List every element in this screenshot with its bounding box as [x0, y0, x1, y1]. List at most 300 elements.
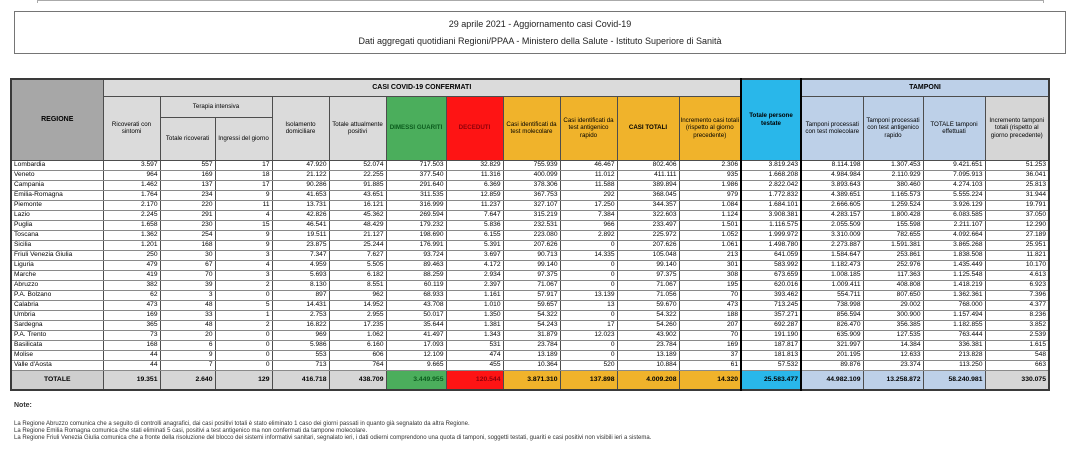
value-cell: 2.753 — [272, 310, 329, 320]
value-cell: 11.012 — [560, 170, 617, 180]
value-cell: 291 — [160, 210, 215, 220]
value-cell: 479 — [103, 260, 160, 270]
totals-value-cell: 44.982.109 — [801, 370, 863, 390]
totals-value-cell: 19.351 — [103, 370, 160, 390]
value-cell: 0 — [560, 310, 617, 320]
value-cell: 252.976 — [863, 260, 923, 270]
value-cell: 54.322 — [617, 310, 679, 320]
value-cell: 5.391 — [446, 240, 503, 250]
value-cell: 5.555.224 — [923, 190, 985, 200]
value-cell: 37.050 — [985, 210, 1049, 220]
value-cell: 207.626 — [617, 240, 679, 250]
table-row — [11, 240, 1049, 250]
value-cell: 32.829 — [446, 160, 503, 170]
value-cell: 225.972 — [617, 230, 679, 240]
value-cell: 1.116.575 — [741, 220, 801, 230]
table-row — [11, 270, 1049, 280]
value-cell: 12.023 — [560, 330, 617, 340]
totals-value-cell: 3.871.310 — [503, 370, 560, 390]
value-cell: 3.865.268 — [923, 240, 985, 250]
value-cell: 4.389.651 — [801, 190, 863, 200]
region-name-cell: Veneto — [11, 170, 103, 180]
value-cell: 377.540 — [386, 170, 446, 180]
value-cell: 89.463 — [386, 260, 446, 270]
value-cell: 90.286 — [272, 180, 329, 190]
value-cell: 155.598 — [863, 220, 923, 230]
value-cell: 60.119 — [386, 280, 446, 290]
table-row — [11, 160, 1049, 170]
value-cell: 713.245 — [741, 300, 801, 310]
value-cell: 2.892 — [560, 230, 617, 240]
value-cell: 7.396 — [985, 290, 1049, 300]
value-cell: 99.140 — [503, 260, 560, 270]
value-cell: 176.991 — [386, 240, 446, 250]
value-cell: 12.109 — [386, 350, 446, 360]
value-cell: 36.041 — [985, 170, 1049, 180]
value-cell: 127.535 — [863, 330, 923, 340]
table-row — [11, 220, 1049, 230]
value-cell: 195 — [679, 280, 741, 290]
value-cell: 33 — [160, 310, 215, 320]
totals-label-cell: TOTALE — [11, 370, 103, 390]
value-cell: 21.122 — [272, 170, 329, 180]
value-cell: 201.195 — [801, 350, 863, 360]
value-cell: 191.190 — [741, 330, 801, 340]
table-footer — [11, 370, 1049, 390]
value-cell: 14.431 — [272, 300, 329, 310]
value-cell: 188 — [679, 310, 741, 320]
value-cell: 400.099 — [503, 170, 560, 180]
cropped-box-edge — [37, 0, 1044, 3]
value-cell: 1.157.494 — [923, 310, 985, 320]
value-cell: 755.939 — [503, 160, 560, 170]
table-row — [11, 190, 1049, 200]
value-cell: 14.952 — [329, 300, 386, 310]
value-cell: 1.343 — [446, 330, 503, 340]
value-cell: 71.056 — [617, 290, 679, 300]
value-cell: 57.917 — [503, 290, 560, 300]
value-cell: 73 — [103, 330, 160, 340]
value-cell: 97.375 — [617, 270, 679, 280]
value-cell: 21.127 — [329, 230, 386, 240]
totals-value-cell: 3.449.955 — [386, 370, 446, 390]
value-cell: 25.951 — [985, 240, 1049, 250]
value-cell: 3.893.643 — [801, 180, 863, 190]
table-row — [11, 180, 1049, 190]
value-cell: 1.418.219 — [923, 280, 985, 290]
value-cell: 531 — [446, 340, 503, 350]
column-header-casi-test-molecolare: Casi identificati da test molecolare — [503, 96, 560, 160]
value-cell: 327.107 — [503, 200, 560, 210]
table-row — [11, 290, 1049, 300]
value-cell: 300.900 — [863, 310, 923, 320]
value-cell: 11 — [215, 200, 272, 210]
value-cell: 1.201 — [103, 240, 160, 250]
value-cell: 187.817 — [741, 340, 801, 350]
value-cell: 20 — [160, 330, 215, 340]
value-cell: 979 — [679, 190, 741, 200]
column-header-totale-persone-testate: Totale persone testate — [741, 79, 801, 160]
region-name-cell: Puglia — [11, 220, 103, 230]
value-cell: 692.287 — [741, 320, 801, 330]
value-cell: 46.467 — [560, 160, 617, 170]
value-cell: 1.362 — [103, 230, 160, 240]
value-cell: 3.852 — [985, 320, 1049, 330]
value-cell: 315.219 — [503, 210, 560, 220]
value-cell: 6.160 — [329, 340, 386, 350]
value-cell: 19.511 — [272, 230, 329, 240]
value-cell: 8.236 — [985, 310, 1049, 320]
value-cell: 7.095.913 — [923, 170, 985, 180]
totals-value-cell: 14.320 — [679, 370, 741, 390]
table-body — [11, 160, 1049, 370]
value-cell: 4 — [215, 210, 272, 220]
value-cell: 367.753 — [503, 190, 560, 200]
totals-value-cell: 13.258.872 — [863, 370, 923, 390]
value-cell: 308 — [679, 270, 741, 280]
value-cell: 41.653 — [272, 190, 329, 200]
value-cell: 826.470 — [801, 320, 863, 330]
totals-value-cell: 330.075 — [985, 370, 1049, 390]
region-name-cell: P.A. Bolzano — [11, 290, 103, 300]
value-cell: 13.189 — [503, 350, 560, 360]
value-cell: 9 — [215, 240, 272, 250]
value-cell: 44 — [103, 350, 160, 360]
value-cell: 4.613 — [985, 270, 1049, 280]
value-cell: 15 — [215, 220, 272, 230]
value-cell: 4 — [215, 260, 272, 270]
value-cell: 1 — [215, 310, 272, 320]
column-header-deceduti: DECEDUTI — [446, 96, 503, 160]
table-row — [11, 280, 1049, 290]
value-cell: 3.908.381 — [741, 210, 801, 220]
value-cell: 3.597 — [103, 160, 160, 170]
value-cell: 13.189 — [617, 350, 679, 360]
value-cell: 59.657 — [503, 300, 560, 310]
column-header-totale-ricoverati: Totale ricoverati — [160, 117, 215, 160]
value-cell: 99.140 — [617, 260, 679, 270]
value-cell: 1.462 — [103, 180, 160, 190]
value-cell: 207 — [679, 320, 741, 330]
group-header-terapia-intensiva: Terapia intensiva — [160, 96, 272, 117]
value-cell: 11.316 — [446, 170, 503, 180]
value-cell: 9.421.651 — [923, 160, 985, 170]
value-cell: 344.357 — [617, 200, 679, 210]
value-cell: 2.170 — [103, 200, 160, 210]
value-cell: 738.998 — [801, 300, 863, 310]
value-cell: 105.048 — [617, 250, 679, 260]
value-cell: 23.784 — [617, 340, 679, 350]
region-name-cell: Emilia-Romagna — [11, 190, 103, 200]
region-name-cell: Calabria — [11, 300, 103, 310]
region-name-cell: Campania — [11, 180, 103, 190]
table-row — [11, 200, 1049, 210]
region-name-cell: P.A. Trento — [11, 330, 103, 340]
value-cell: 1.615 — [985, 340, 1049, 350]
value-cell: 5.836 — [446, 220, 503, 230]
value-cell: 321.997 — [801, 340, 863, 350]
value-cell: 213 — [679, 250, 741, 260]
value-cell: 29.002 — [863, 300, 923, 310]
value-cell: 23.374 — [863, 360, 923, 370]
value-cell: 311.535 — [386, 190, 446, 200]
value-cell: 411.111 — [617, 170, 679, 180]
value-cell: 962 — [329, 290, 386, 300]
value-cell: 213.828 — [923, 350, 985, 360]
value-cell: 1.584.647 — [801, 250, 863, 260]
value-cell: 14.384 — [863, 340, 923, 350]
value-cell: 3 — [215, 270, 272, 280]
value-cell: 2.055.509 — [801, 220, 863, 230]
value-cell: 3.926.129 — [923, 200, 985, 210]
value-cell: 2.397 — [446, 280, 503, 290]
value-cell: 763.444 — [923, 330, 985, 340]
value-cell: 717.503 — [386, 160, 446, 170]
region-name-cell: Liguria — [11, 260, 103, 270]
value-cell: 2.955 — [329, 310, 386, 320]
value-cell: 4.092.664 — [923, 230, 985, 240]
value-cell: 408.808 — [863, 280, 923, 290]
value-cell: 93.724 — [386, 250, 446, 260]
column-header-incremento-tamponi: Incremento tamponi totali (rispetto al giorno precedente) — [985, 96, 1049, 160]
value-cell: 0 — [560, 280, 617, 290]
value-cell: 181.813 — [741, 350, 801, 360]
value-cell: 41.497 — [386, 330, 446, 340]
value-cell: 807.650 — [863, 290, 923, 300]
value-cell: 897 — [272, 290, 329, 300]
column-header-regione: REGIONE — [11, 79, 103, 160]
value-cell: 71.067 — [503, 280, 560, 290]
value-cell: 802.406 — [617, 160, 679, 170]
value-cell: 673.659 — [741, 270, 801, 280]
region-name-cell: Umbria — [11, 310, 103, 320]
value-cell: 233.497 — [617, 220, 679, 230]
region-name-cell: Abruzzo — [11, 280, 103, 290]
value-cell: 137 — [160, 180, 215, 190]
value-cell: 713 — [272, 360, 329, 370]
value-cell: 45.362 — [329, 210, 386, 220]
value-cell: 357.271 — [741, 310, 801, 320]
table-row — [11, 360, 1049, 370]
region-name-cell: Friuli Venezia Giulia — [11, 250, 103, 260]
totals-row — [11, 370, 1049, 390]
value-cell: 1.800.428 — [863, 210, 923, 220]
value-cell: 25.813 — [985, 180, 1049, 190]
value-cell: 663 — [985, 360, 1049, 370]
value-cell: 7.384 — [560, 210, 617, 220]
value-cell: 322.603 — [617, 210, 679, 220]
value-cell: 117.363 — [863, 270, 923, 280]
value-cell: 292 — [560, 190, 617, 200]
totals-value-cell: 2.640 — [160, 370, 215, 390]
region-name-cell: Piemonte — [11, 200, 103, 210]
value-cell: 1.501 — [679, 220, 741, 230]
value-cell: 1.125.548 — [923, 270, 985, 280]
value-cell: 2 — [215, 280, 272, 290]
region-name-cell: Marche — [11, 270, 103, 280]
value-cell: 11.821 — [985, 250, 1049, 260]
value-cell: 393.462 — [741, 290, 801, 300]
value-cell: 4.274.103 — [923, 180, 985, 190]
value-cell: 52.074 — [329, 160, 386, 170]
value-cell: 1.307.453 — [863, 160, 923, 170]
value-cell: 0 — [215, 340, 272, 350]
value-cell: 5 — [215, 300, 272, 310]
column-header-totale-tamponi: TOTALE tamponi effettuati — [923, 96, 985, 160]
value-cell: 23.875 — [272, 240, 329, 250]
column-header-ingressi-del-giorno: Ingressi del giorno — [215, 117, 272, 160]
value-cell: 68.933 — [386, 290, 446, 300]
value-cell: 46.541 — [272, 220, 329, 230]
value-cell: 1.658 — [103, 220, 160, 230]
value-cell: 9 — [215, 230, 272, 240]
value-cell: 232.531 — [503, 220, 560, 230]
value-cell: 557 — [160, 160, 215, 170]
value-cell: 474 — [446, 350, 503, 360]
value-cell: 5.505 — [329, 260, 386, 270]
value-cell: 113.250 — [923, 360, 985, 370]
value-cell: 1.838.508 — [923, 250, 985, 260]
value-cell: 1.591.381 — [863, 240, 923, 250]
value-cell: 17 — [215, 180, 272, 190]
value-cell: 169 — [679, 340, 741, 350]
value-cell: 336.381 — [923, 340, 985, 350]
value-cell: 583.992 — [741, 260, 801, 270]
value-cell: 168 — [160, 240, 215, 250]
value-cell: 553 — [272, 350, 329, 360]
value-cell: 316.999 — [386, 200, 446, 210]
value-cell: 44 — [103, 360, 160, 370]
totals-value-cell: 25.583.477 — [741, 370, 801, 390]
value-cell: 641.059 — [741, 250, 801, 260]
value-cell: 0 — [215, 360, 272, 370]
value-cell: 89.876 — [801, 360, 863, 370]
value-cell: 2.666.605 — [801, 200, 863, 210]
value-cell: 1.010 — [446, 300, 503, 310]
value-cell: 169 — [103, 310, 160, 320]
value-cell: 1.772.832 — [741, 190, 801, 200]
value-cell: 1.124 — [679, 210, 741, 220]
value-cell: 1.435.449 — [923, 260, 985, 270]
value-cell: 520 — [560, 360, 617, 370]
value-cell: 71.067 — [617, 280, 679, 290]
value-cell: 43.708 — [386, 300, 446, 310]
value-cell: 35.644 — [386, 320, 446, 330]
value-cell: 67 — [160, 260, 215, 270]
value-cell: 8.130 — [272, 280, 329, 290]
value-cell: 12.633 — [863, 350, 923, 360]
value-cell: 1.052 — [679, 230, 741, 240]
value-cell: 1.182.855 — [923, 320, 985, 330]
value-cell: 10.884 — [617, 360, 679, 370]
column-header-casi-test-antigenico: Casi identificati da test antigenico rapido — [560, 96, 617, 160]
group-header-casi-confermati: CASI COVID-19 CONFERMATI — [103, 79, 741, 96]
value-cell: 54.322 — [503, 310, 560, 320]
value-cell: 234 — [160, 190, 215, 200]
value-cell: 19.791 — [985, 200, 1049, 210]
value-cell: 4.172 — [446, 260, 503, 270]
value-cell: 48 — [160, 320, 215, 330]
value-cell: 250 — [103, 250, 160, 260]
value-cell: 935 — [679, 170, 741, 180]
value-cell: 54.243 — [503, 320, 560, 330]
value-cell: 455 — [446, 360, 503, 370]
value-cell: 5.693 — [272, 270, 329, 280]
value-cell: 356.385 — [863, 320, 923, 330]
value-cell: 61 — [679, 360, 741, 370]
value-cell: 1.498.780 — [741, 240, 801, 250]
value-cell: 473 — [103, 300, 160, 310]
value-cell: 39 — [160, 280, 215, 290]
value-cell: 7 — [160, 360, 215, 370]
totals-value-cell: 120.544 — [446, 370, 503, 390]
region-name-cell: Sardegna — [11, 320, 103, 330]
table-row — [11, 260, 1049, 270]
value-cell: 169 — [160, 170, 215, 180]
totals-value-cell: 129 — [215, 370, 272, 390]
value-cell: 7.347 — [272, 250, 329, 260]
value-cell: 54.260 — [617, 320, 679, 330]
value-cell: 22.255 — [329, 170, 386, 180]
value-cell: 1.362.361 — [923, 290, 985, 300]
value-cell: 964 — [103, 170, 160, 180]
value-cell: 606 — [329, 350, 386, 360]
value-cell: 59.670 — [617, 300, 679, 310]
value-cell: 269.594 — [386, 210, 446, 220]
value-cell: 1.764 — [103, 190, 160, 200]
totals-value-cell: 438.709 — [329, 370, 386, 390]
value-cell: 1.161 — [446, 290, 503, 300]
value-cell: 1.008.185 — [801, 270, 863, 280]
column-header-ricoverati-con-sintomi: Ricoverati con sintomi — [103, 96, 160, 160]
value-cell: 3.310.009 — [801, 230, 863, 240]
value-cell: 8.551 — [329, 280, 386, 290]
value-cell: 856.594 — [801, 310, 863, 320]
value-cell: 70 — [160, 270, 215, 280]
notes-heading: Note: — [14, 402, 32, 409]
value-cell: 1.684.101 — [741, 200, 801, 210]
value-cell: 253.861 — [863, 250, 923, 260]
value-cell: 223.080 — [503, 230, 560, 240]
column-header-tamponi-antigenico: Tamponi processati con test antigenico rapido — [863, 96, 923, 160]
value-cell: 97.375 — [503, 270, 560, 280]
value-cell: 0 — [560, 260, 617, 270]
table-row — [11, 350, 1049, 360]
value-cell: 27.189 — [985, 230, 1049, 240]
value-cell: 368.045 — [617, 190, 679, 200]
table-row — [11, 340, 1049, 350]
value-cell: 90.713 — [503, 250, 560, 260]
value-cell: 51.253 — [985, 160, 1049, 170]
value-cell: 4.283.157 — [801, 210, 863, 220]
table-row — [11, 310, 1049, 320]
value-cell: 3 — [160, 290, 215, 300]
value-cell: 70 — [679, 290, 741, 300]
value-cell: 2.822.042 — [741, 180, 801, 190]
bulletin-subtitle: Dati aggregati quotidiani Regioni/PPAA - Ministero della Salute - Istituto Superiore di Sanità — [358, 36, 722, 46]
value-cell: 291.640 — [386, 180, 446, 190]
value-cell: 0 — [215, 330, 272, 340]
value-cell: 47.920 — [272, 160, 329, 170]
note-line: La Regione Abruzzo comunica che a seguito di controlli anagrafici, dai casi positivi totali è stato eliminato 1 caso dei giorni passati in quanto già segnalato da altra Regione. — [14, 421, 470, 427]
value-cell: 1.009.411 — [801, 280, 863, 290]
region-name-cell: Lombardia — [11, 160, 103, 170]
value-cell: 764 — [329, 360, 386, 370]
table-row — [11, 170, 1049, 180]
value-cell: 37 — [679, 350, 741, 360]
column-header-incremento-casi-totali: Incremento casi totali (rispetto al giorno precedente) — [679, 96, 741, 160]
value-cell: 419 — [103, 270, 160, 280]
